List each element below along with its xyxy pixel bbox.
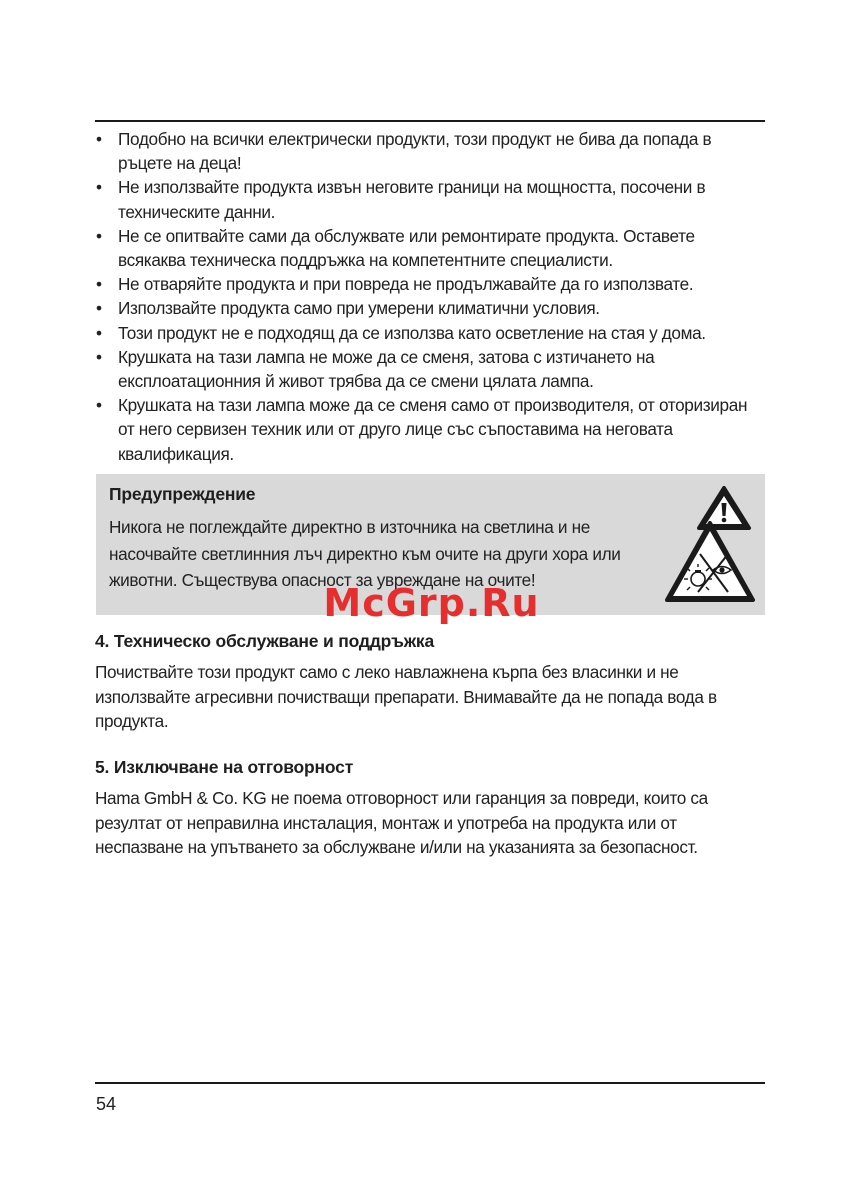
safety-instructions-list: [95, 127, 763, 466]
watermark-logo: McGrp.Ru: [323, 581, 540, 625]
list-item: • Крушката на тази лампа не може да се сменя, затова с изтичането на експлоатационния й живот трябва да се смени цялата лампа.: [95, 345, 763, 393]
list-item: • Не използвайте продукта извън неговите граници на мощността, посочени в техническите данни.: [95, 175, 763, 223]
section-text-maintenance: Почиствайте този продукт само с леко навлажнена кърпа без власинки и не използвайте агресивни почистващи препарати. Внимавайте да не попада вода в продукта.: [95, 662, 717, 731]
list-item: • Не отваряйте продукта и при повреда не продължавайте да го използвате.: [95, 272, 763, 296]
list-item: • Крушката на тази лампа може да се сменя само от производителя, от оторизиран от него сервизен техник или от друго лице със съпоставима на неговата квалификация.: [95, 393, 763, 466]
section-title-maintenance: 4. Техническо обслужване и поддръжка: [95, 631, 434, 651]
list-item: • Не се опитвайте сами да обслужвате или ремонтирате продукта. Оставете всякаква техническа поддръжка на компетентните специалисти.: [95, 224, 763, 272]
top-divider: [95, 120, 765, 122]
section-title-disclaimer: 5. Изключване на отговорност: [95, 757, 354, 777]
page-number: 54: [96, 1094, 117, 1114]
list-item: • Използвайте продукта само при умерени климатични условия.: [95, 296, 763, 320]
warning-text: Никога не поглеждайте директно в източника на светлина и не насочвайте светлинния лъч директно към очите на други хора или животни. Съществува опасност за увреждане на очите!: [109, 517, 621, 590]
list-item: • Подобно на всички електрически продукти, този продукт не бива да попада в ръцете на деца!: [95, 127, 763, 175]
list-item: • Този продукт не е подходящ да се използва като осветление на стая у дома.: [95, 321, 763, 345]
section-text-disclaimer: Hama GmbH & Co. KG не поема отговорност или гаранция за повреди, които са резултат от неправилна инсталация, монтаж и употреба на продукта или от неспазване на упътването за обслужване и/или на указанията за безопасност.: [95, 788, 708, 857]
bottom-divider: [95, 1082, 765, 1084]
warning-title: Предупреждение: [109, 484, 256, 504]
